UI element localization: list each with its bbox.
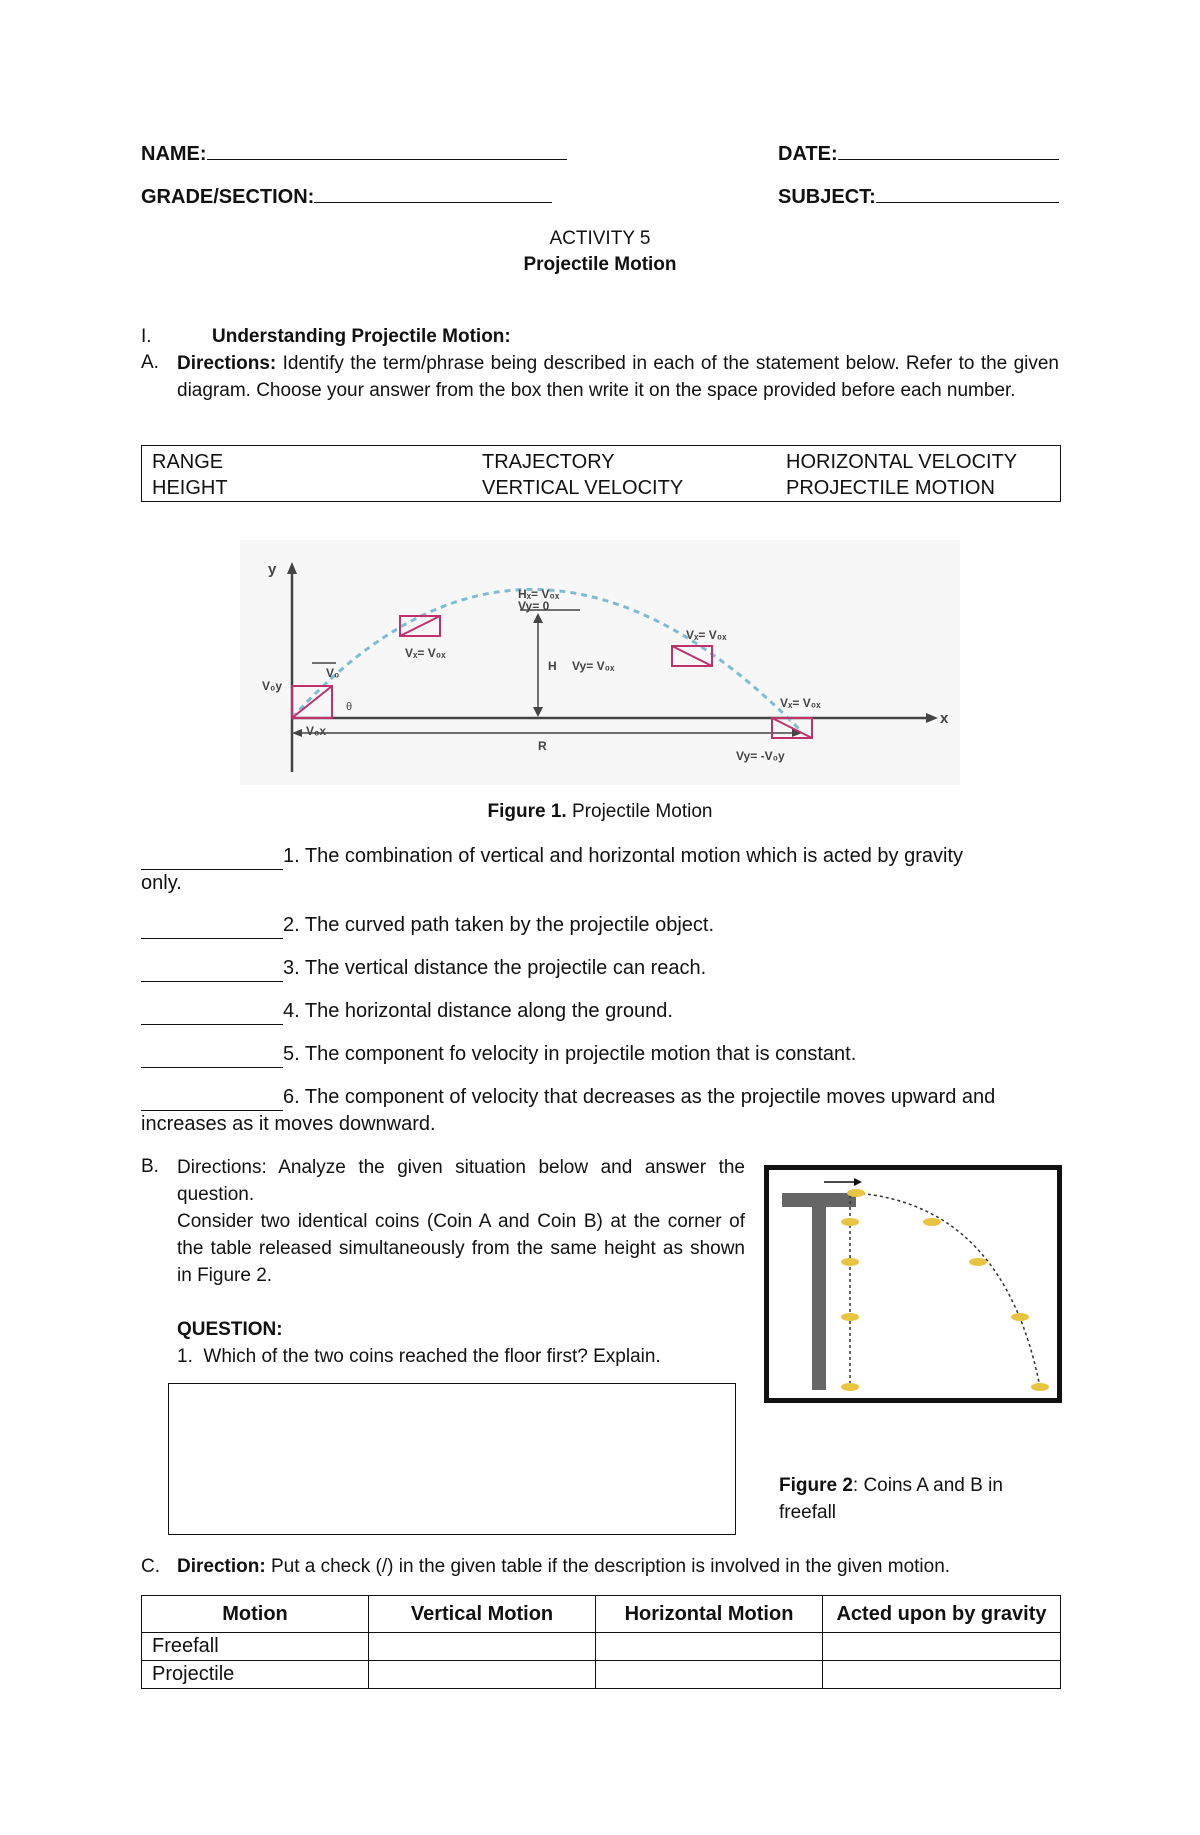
partB-directions: Directions: Analyze the given situation below and answer the question. (177, 1157, 745, 1205)
check-cell[interactable] (823, 1633, 1061, 1661)
answer-blank-2[interactable] (141, 920, 283, 939)
coins-freefall-diagram (764, 1165, 1062, 1403)
x-axis-label: x (940, 710, 949, 727)
grade-section-field[interactable]: GRADE/SECTION: (141, 186, 552, 209)
choices-row (142, 475, 1061, 502)
coin-a-position-2 (841, 1258, 859, 1266)
peak-hx-label: Hₓ= V₀ₓ (518, 587, 560, 601)
vx-label-rising: Vₓ= V₀ₓ (405, 646, 446, 660)
row-label-freefall: Freefall (142, 1633, 369, 1661)
partB-letter: B. (141, 1156, 159, 1177)
check-cell[interactable] (369, 1633, 596, 1661)
col-vertical-motion: Vertical Motion (369, 1596, 596, 1633)
check-cell[interactable] (369, 1661, 596, 1689)
vy-end-label: Vy= -V₀y (736, 749, 785, 763)
coin-a-position-1 (841, 1218, 859, 1226)
col-acted-upon-by-gravity: Acted upon by gravity (823, 1596, 1061, 1633)
activity-title (0, 228, 1200, 276)
question-item-1: 1. The combination of vertical and horizontal motion which is acted by gravity only. (141, 845, 963, 894)
answer-blank-1[interactable] (141, 851, 283, 870)
vo-label: V₀ (326, 666, 340, 680)
partB-text (177, 1154, 745, 1370)
choice-vertical-velocity: VERTICAL VELOCITY (482, 476, 684, 499)
name-field[interactable]: NAME: (141, 143, 567, 166)
question-item-2: 2. The curved path taken by the projectile object. (141, 912, 1061, 939)
partA-directions: Directions: Identify the term/phrase being described in each of the statement below. Refer to the given diagram. Choose your answer from the box then write it on the space provided before each number. (177, 353, 1059, 401)
question-item-4: 4. The horizontal distance along the ground. (141, 998, 1061, 1025)
motion-checklist-table (141, 1595, 1061, 1689)
row-label-projectile: Projectile (142, 1661, 369, 1689)
choice-trajectory: TRAJECTORY (482, 450, 615, 473)
question-item-5: 5. The component fo velocity in projectile motion that is constant. (141, 1041, 1061, 1068)
figure2-caption: Figure 2: Coins A and B in freefall (779, 1475, 1003, 1523)
col-horizontal-motion: Horizontal Motion (596, 1596, 823, 1633)
peak-vy-label: Vy= 0 (518, 599, 550, 613)
coin-a-position-3 (841, 1313, 859, 1321)
table-leg (812, 1207, 826, 1390)
check-cell[interactable] (596, 1633, 823, 1661)
vx-label-landing: Vₓ= V₀ₓ (780, 696, 821, 710)
check-cell[interactable] (596, 1661, 823, 1689)
answer-blank-5[interactable] (141, 1049, 283, 1068)
part1-heading: Understanding Projectile Motion: (212, 326, 511, 347)
date-field[interactable]: DATE: (778, 143, 1059, 166)
table-row (142, 1661, 1061, 1689)
answer-blank-3[interactable] (141, 963, 283, 982)
question-item-3: 3. The vertical distance the projectile can reach. (141, 955, 1061, 982)
part1-numeral: I. (141, 326, 152, 347)
vx-label-falling: Vₓ= V₀ₓ (686, 628, 727, 642)
partC-direction: Direction: Put a check (/) in the given table if the description is involved in the given motion. (177, 1556, 951, 1577)
check-cell[interactable] (823, 1661, 1061, 1689)
coin-b-position-3 (969, 1258, 987, 1266)
col-motion: Motion (142, 1596, 369, 1633)
coin-a-position-4 (841, 1383, 859, 1391)
projectile-motion-diagram (240, 540, 960, 785)
coin-b-position-2 (923, 1218, 941, 1226)
subject-field[interactable]: SUBJECT: (778, 186, 1059, 209)
choice-projectile-motion: PROJECTILE MOTION (786, 476, 995, 499)
coin-b-position-1 (847, 1189, 865, 1197)
choice-range: RANGE (152, 450, 224, 473)
partB-situation: Consider two identical coins (Coin A and Coin B) at the corner of the table released simultaneously from the same height as shown in Figure 2. (177, 1211, 745, 1286)
partB-question-label: QUESTION: (177, 1319, 283, 1340)
question-item-6: 6. The component of velocity that decreases as the projectile moves upward and increases as it moves downward. (141, 1086, 996, 1135)
answer-choices-box (141, 445, 1061, 502)
table-header-row (142, 1596, 1061, 1633)
vox-label: V₀x (306, 724, 327, 738)
choice-horizontal-velocity: HORIZONTAL VELOCITY (786, 450, 1018, 473)
height-label: H (548, 659, 557, 673)
range-label: R (538, 739, 547, 753)
vy-label: Vy= V₀ₓ (572, 659, 615, 673)
activity-subtitle: Projectile Motion (523, 254, 677, 275)
voy-label: V₀y (262, 679, 283, 693)
answer-blank-4[interactable] (141, 1006, 283, 1025)
y-axis-label: y (268, 561, 277, 578)
answer-blank-6[interactable] (141, 1092, 283, 1111)
partB-answer-box[interactable] (168, 1383, 736, 1535)
table-top (782, 1193, 856, 1207)
activity-number: ACTIVITY 5 (549, 228, 651, 249)
theta-label: θ (346, 701, 353, 713)
choice-height: HEIGHT (152, 476, 228, 499)
figure1-caption: Figure 1. Projectile Motion (487, 801, 713, 822)
partB-question: 1. Which of the two coins reached the floor first? Explain. (177, 1346, 661, 1367)
coin-b-position-5 (1031, 1383, 1049, 1391)
coin-b-position-4 (1011, 1313, 1029, 1321)
partC-letter: C. (141, 1556, 160, 1577)
choices-row (142, 446, 1061, 476)
table-row (142, 1633, 1061, 1661)
partA-letter: A. (141, 352, 159, 373)
